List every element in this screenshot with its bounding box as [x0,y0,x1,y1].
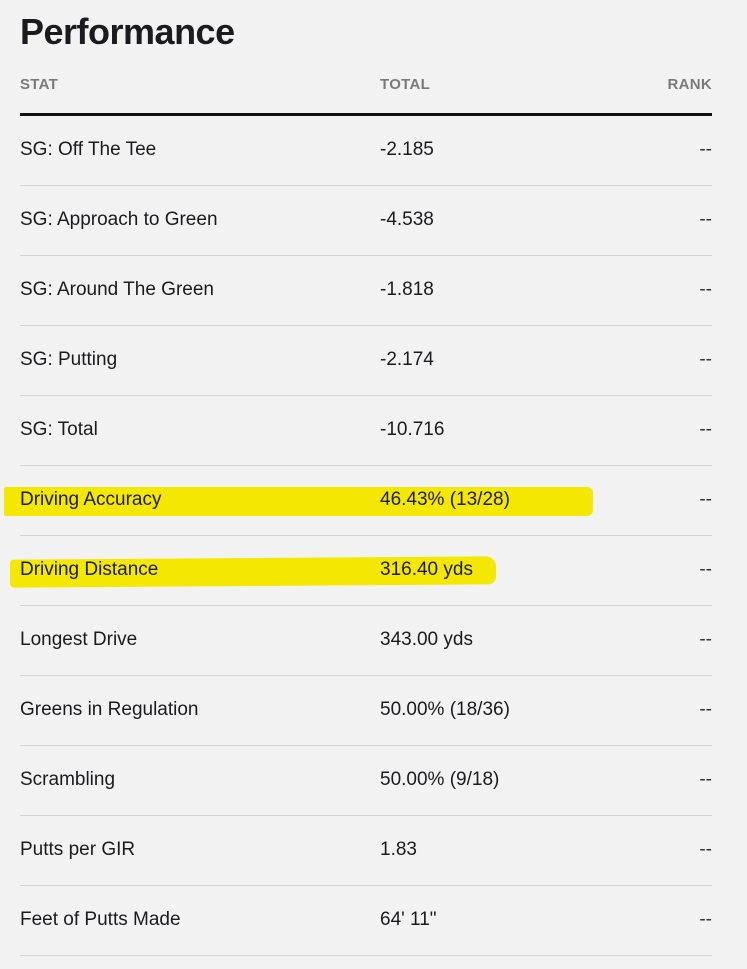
stat-name: SG: Around The Green [20,279,214,300]
stat-total: 46.43% (13/28) [380,489,510,510]
table-row [20,816,712,886]
table-row [20,396,712,466]
table-row [20,256,712,326]
stat-total: 50.00% (9/18) [380,769,500,790]
stat-total: 1.83 [380,839,417,860]
table-header [20,60,712,116]
table-row [20,186,712,256]
stat-name: Greens in Regulation [20,699,199,720]
stat-rank: -- [699,559,712,580]
stat-name: SG: Putting [20,349,118,370]
stat-rank: -- [699,769,712,790]
performance-table [20,60,712,956]
stat-rank: -- [699,699,712,720]
table-row [20,466,712,536]
stat-rank: -- [699,839,712,860]
table-row [20,746,712,816]
column-header-stat: STAT [20,76,59,93]
stat-name: Scrambling [20,769,116,790]
stat-total: -1.818 [380,279,434,300]
column-header-total: TOTAL [380,76,431,93]
stat-name: Feet of Putts Made [20,909,181,930]
stat-total: 316.40 yds [380,559,473,580]
table-row [20,326,712,396]
table-row [20,116,712,186]
page-title: Performance [20,11,235,52]
stat-name: Driving Accuracy [20,489,162,510]
column-header-rank: RANK [667,76,712,93]
stat-rank: -- [699,279,712,300]
stat-total: 50.00% (18/36) [380,699,510,720]
stat-rank: -- [699,489,712,510]
stat-name: SG: Approach to Green [20,209,218,230]
stat-total: -2.185 [380,139,434,160]
stat-rank: -- [699,909,712,930]
stat-name: Putts per GIR [20,839,136,860]
stat-rank: -- [699,209,712,230]
stat-total: -4.538 [380,209,434,230]
table-row [20,606,712,676]
table-row [20,886,712,956]
stat-rank: -- [699,139,712,160]
stat-rank: -- [699,419,712,440]
stat-total: 343.00 yds [380,629,473,650]
stat-name: Longest Drive [20,629,138,650]
stat-total: -2.174 [380,349,434,370]
stat-name: SG: Total [20,419,98,440]
stat-name: SG: Off The Tee [20,139,157,160]
stat-rank: -- [699,629,712,650]
stat-total: -10.716 [380,419,445,440]
table-row [20,676,712,746]
stat-total: 64' 11" [380,909,437,930]
table-row [20,536,712,606]
stat-rank: -- [699,349,712,370]
stat-name: Driving Distance [20,559,159,580]
